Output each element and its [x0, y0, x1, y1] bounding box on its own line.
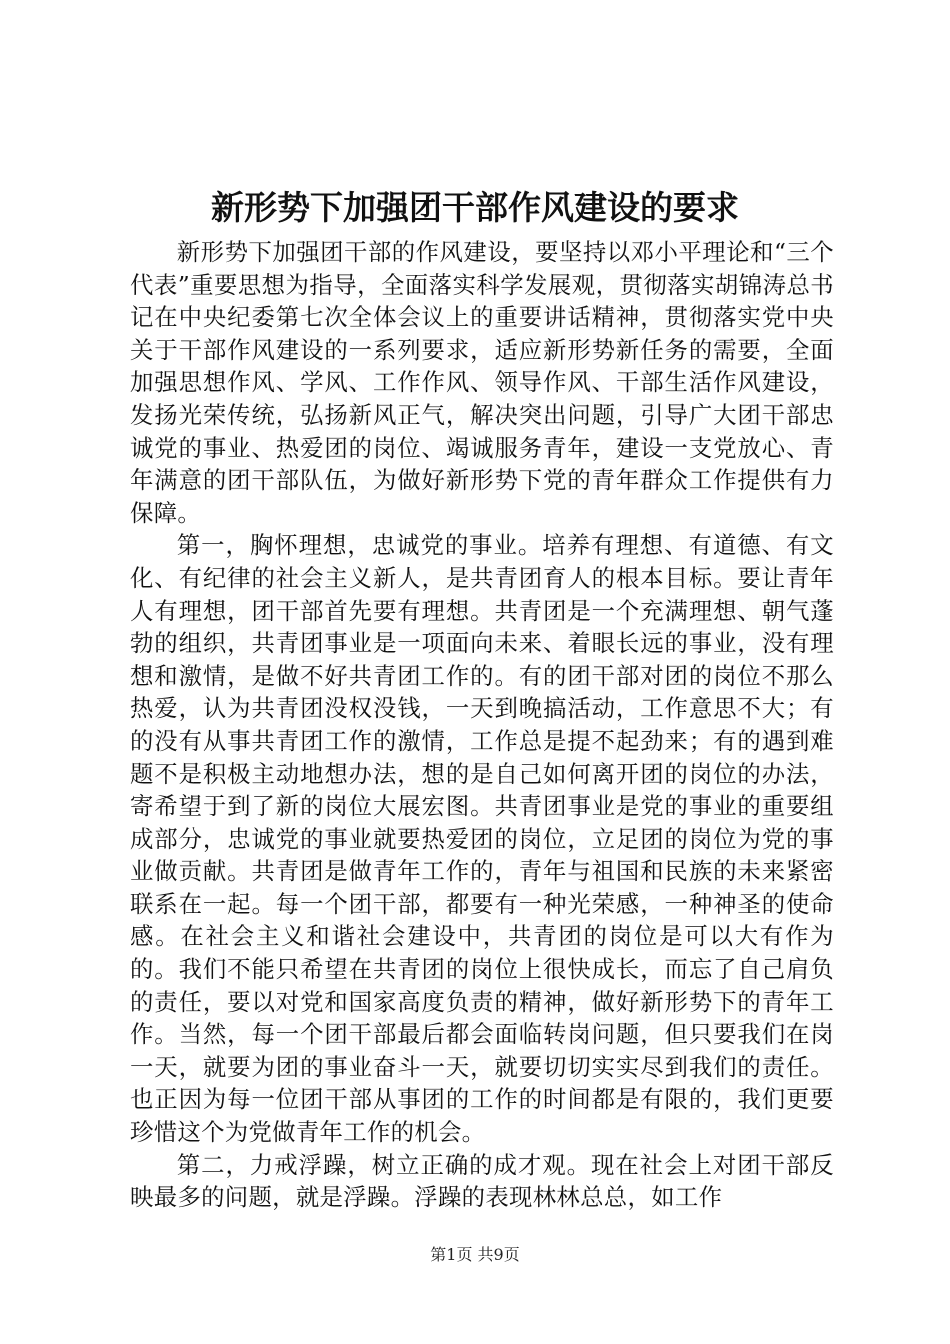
paragraph-first: 第一，胸怀理想，忠诚党的事业。培养有理想、有道德、有文化、有纪律的社会主义新人，是共青团育人的根本目标。要让青年人有理想，团干部首先要有理想。共青团是一个充满理想、朝气蓬勃的组织，共青团事业是一项面向未来、着眼长远的事业，没有理想和激情，是做不好共青团工作的。有的团干部对团的岗位不那么热爱，认为共青团没权没钱，一天到晚搞活动，工作意思不大；有的没有从事共青团工作的激情，工作总是提不起劲来；有的遇到难题不是积极主动地想办法，想的是自己如何离开团的岗位的办法，寄希望于到了新的岗位大展宏图。共青团事业是党的事业的重要组成部分，忠诚党的事业就要热爱团的岗位，立足团的岗位为党的事业做贡献。共青团是做青年工作的，青年与祖国和民族的未来紧密联系在一起。每一个团干部，都要有一种光荣感，一种神圣的使命感。在社会主义和谐社会建设中，共青团的岗位是可以大有作为的。我们不能只希望在共青团的岗位上很快成长，而忘了自己肩负的责任，要以对党和国家高度负责的精神，做好新形势下的青年工作。当然，每一个团干部最后都会面临转岗问题，但只要我们在岗一天，就要为团的事业奋斗一天，就要切切实实尽到我们的责任。也正因为每一位团干部从事团的工作的时间都是有限的，我们更要珍惜这个为党做青年工作的机会。 [130, 531, 834, 1147]
paragraph-second: 第二，力戒浮躁，树立正确的成才观。现在社会上对团干部反映最多的问题，就是浮躁。浮躁的表现林林总总，如工作 [130, 1150, 834, 1212]
page-number-footer: 第1页 共9页 [430, 1245, 520, 1264]
document-body [130, 236, 834, 1214]
paragraph-intro: 新形势下加强团干部的作风建设，要坚持以邓小平理论和“三个代表”重要思想为指导，全面落实科学发展观，贯彻落实胡锦涛总书记在中央纪委第七次全体会议上的重要讲话精神，贯彻落实党中央关于干部作风建设的一系列要求，适应新形势新任务的需要，全面加强思想作风、学风、工作作风、领导作风、干部生活作风建设，发扬光荣传统，弘扬新风正气，解决突出问题，引导广大团干部忠诚党的事业、热爱团的岗位、竭诚服务青年，建设一支党放心、青年满意的团干部队伍，为做好新形势下党的青年群众工作提供有力保障。 [130, 238, 834, 527]
document-title: 新形势下加强团干部作风建设的要求 [211, 188, 739, 227]
